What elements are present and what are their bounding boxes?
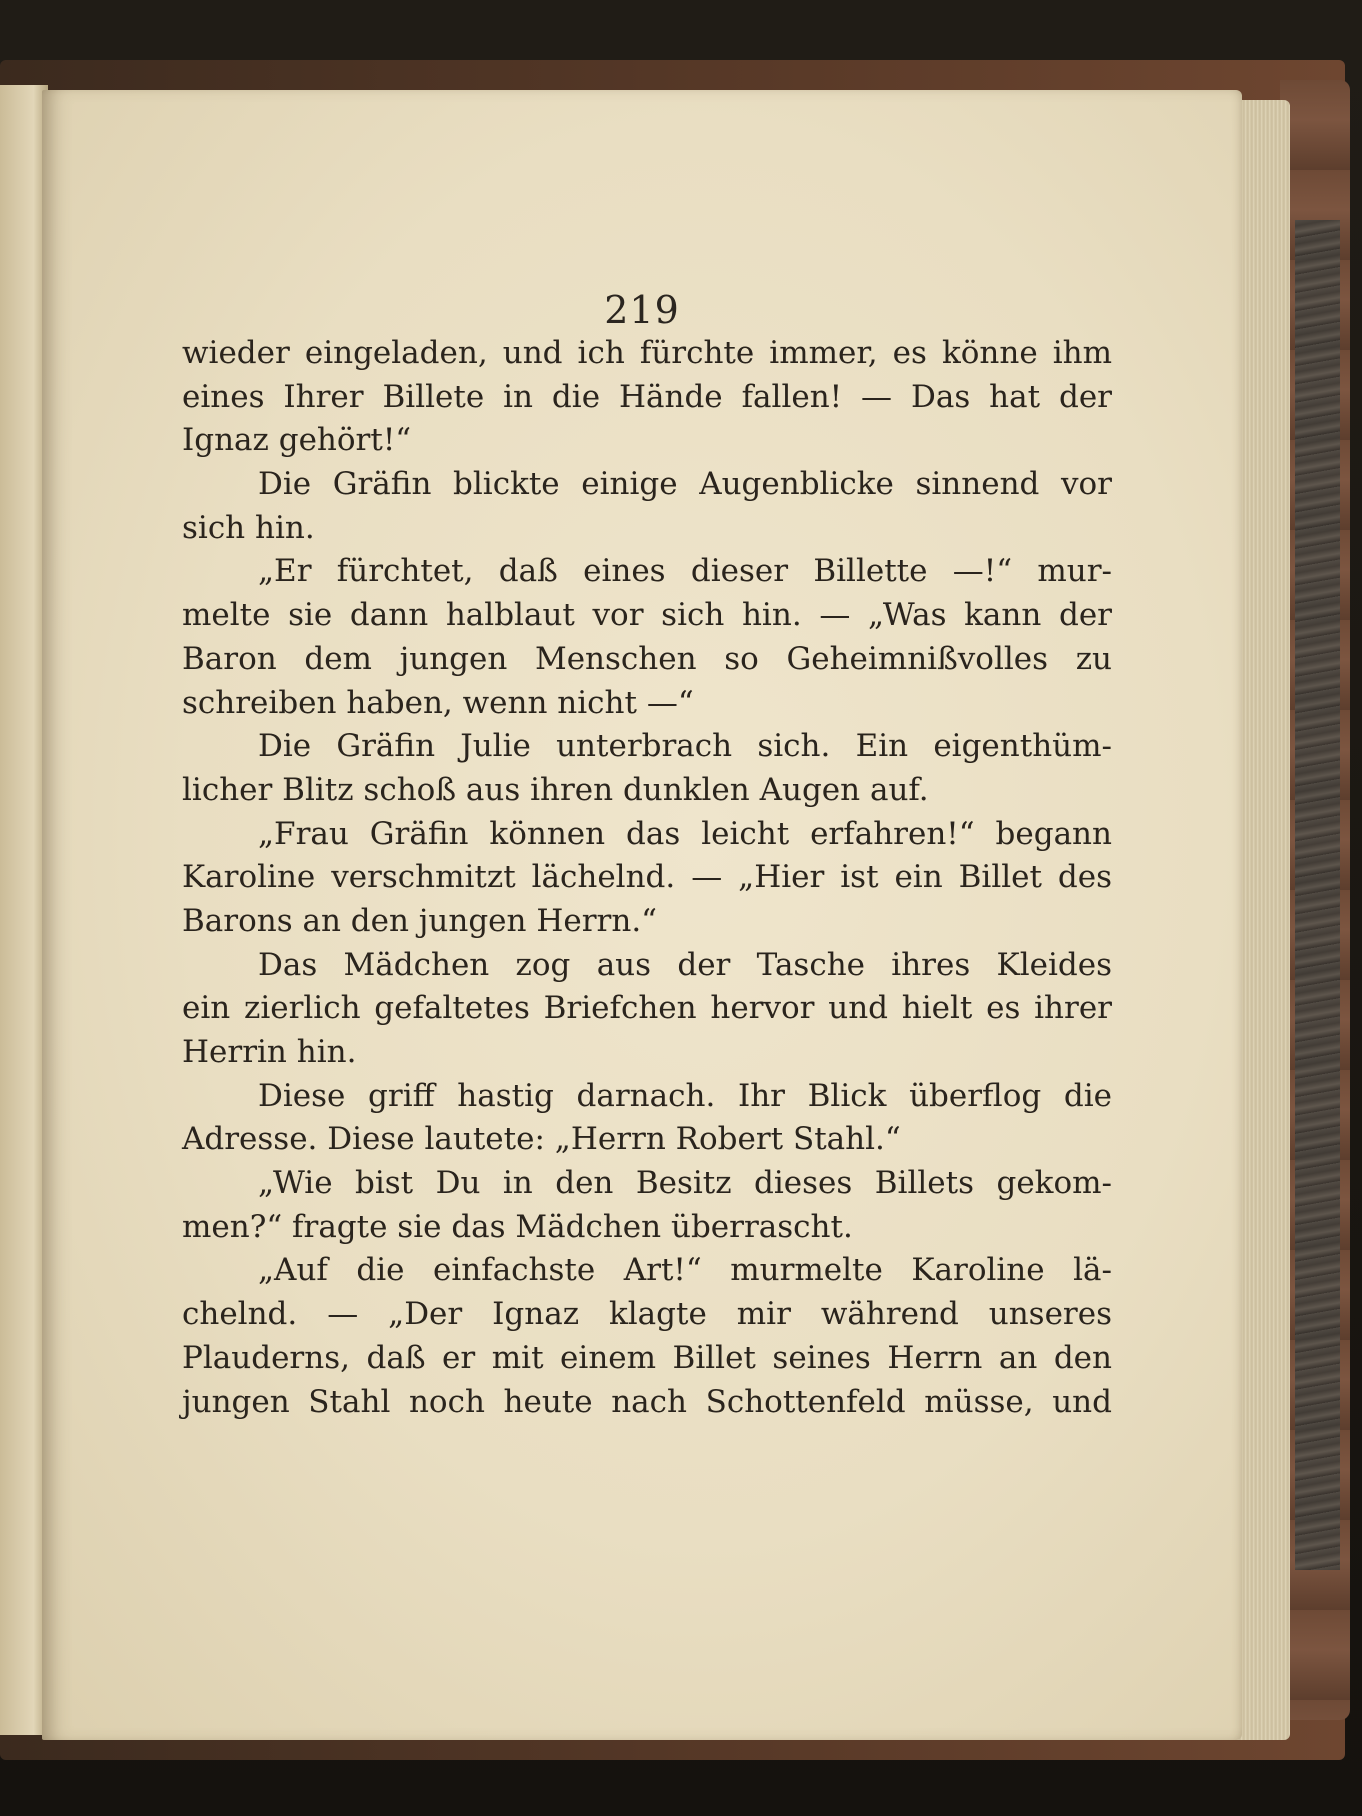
text-line: eines Ihrer Billete in die Hände fallen! — Das hat der — [182, 378, 1112, 415]
text-line: „Er fürchtet, daß eines dieser Billette —!“ mur- — [258, 553, 1112, 590]
text-line: Karoline verschmitzt lächelnd. — „Hier ist ein Billet des — [182, 859, 1112, 896]
text-line: Baron dem jungen Menschen so Geheimnißvolles zu — [182, 640, 1112, 677]
text-line: Ignaz gehört!“ — [182, 422, 412, 459]
text-line: Barons an den jungen Herrn.“ — [182, 902, 658, 939]
text-line: Adresse. Diese lautete: „Herrn Robert Stahl.“ — [182, 1121, 901, 1158]
text-line: „Frau Gräfin können das leicht erfahren!“ begann — [258, 815, 1112, 852]
text-line: Die Gräfin blickte einige Augenblicke sinnend vor — [258, 466, 1112, 503]
text-line: schreiben haben, wenn nicht —“ — [182, 684, 694, 721]
text-line: Herrin hin. — [182, 1034, 357, 1070]
text-line: „Wie bist Du in den Besitz dieses Billets gekom- — [258, 1165, 1112, 1202]
text-line: Diese griff hastig darnach. Ihr Blick überflog die — [258, 1077, 1112, 1114]
text-line: ein zierlich gefaltetes Briefchen hervor und hielt es ihrer — [182, 990, 1112, 1027]
text-line: licher Blitz schoß aus ihren dunklen Augen auf. — [182, 771, 929, 808]
cover-spine-texture — [1295, 220, 1340, 1570]
text-line: men?“ fragte sie das Mädchen überrascht. — [182, 1208, 853, 1245]
text-line: „Auf die einfachste Art!“ murmelte Karoline lä- — [258, 1252, 1112, 1289]
text-line: Die Gräfin Julie unterbrach sich. Ein eigenthüm- — [258, 728, 1112, 765]
body-text — [182, 332, 1112, 1424]
page-number: 219 — [604, 288, 680, 332]
text-line: sich hin. — [182, 509, 315, 546]
text-line: chelnd. — „Der Ignaz klagte mir während unseres — [182, 1296, 1112, 1333]
text-line: Das Mädchen zog aus der Tasche ihres Kleides — [258, 946, 1112, 983]
text-line: jungen Stahl noch heute nach Schottenfeld müsse, und — [182, 1383, 1112, 1420]
text-line: Plauderns, daß er mit einem Billet seines Herrn an den — [182, 1339, 1112, 1376]
book-page — [42, 90, 1242, 1740]
facing-page-edge — [0, 85, 48, 1735]
text-line: melte sie dann halblaut vor sich hin. — „Was kann der — [182, 597, 1112, 634]
text-line: wieder eingeladen, und ich fürchte immer, es könne ihm — [182, 335, 1112, 371]
